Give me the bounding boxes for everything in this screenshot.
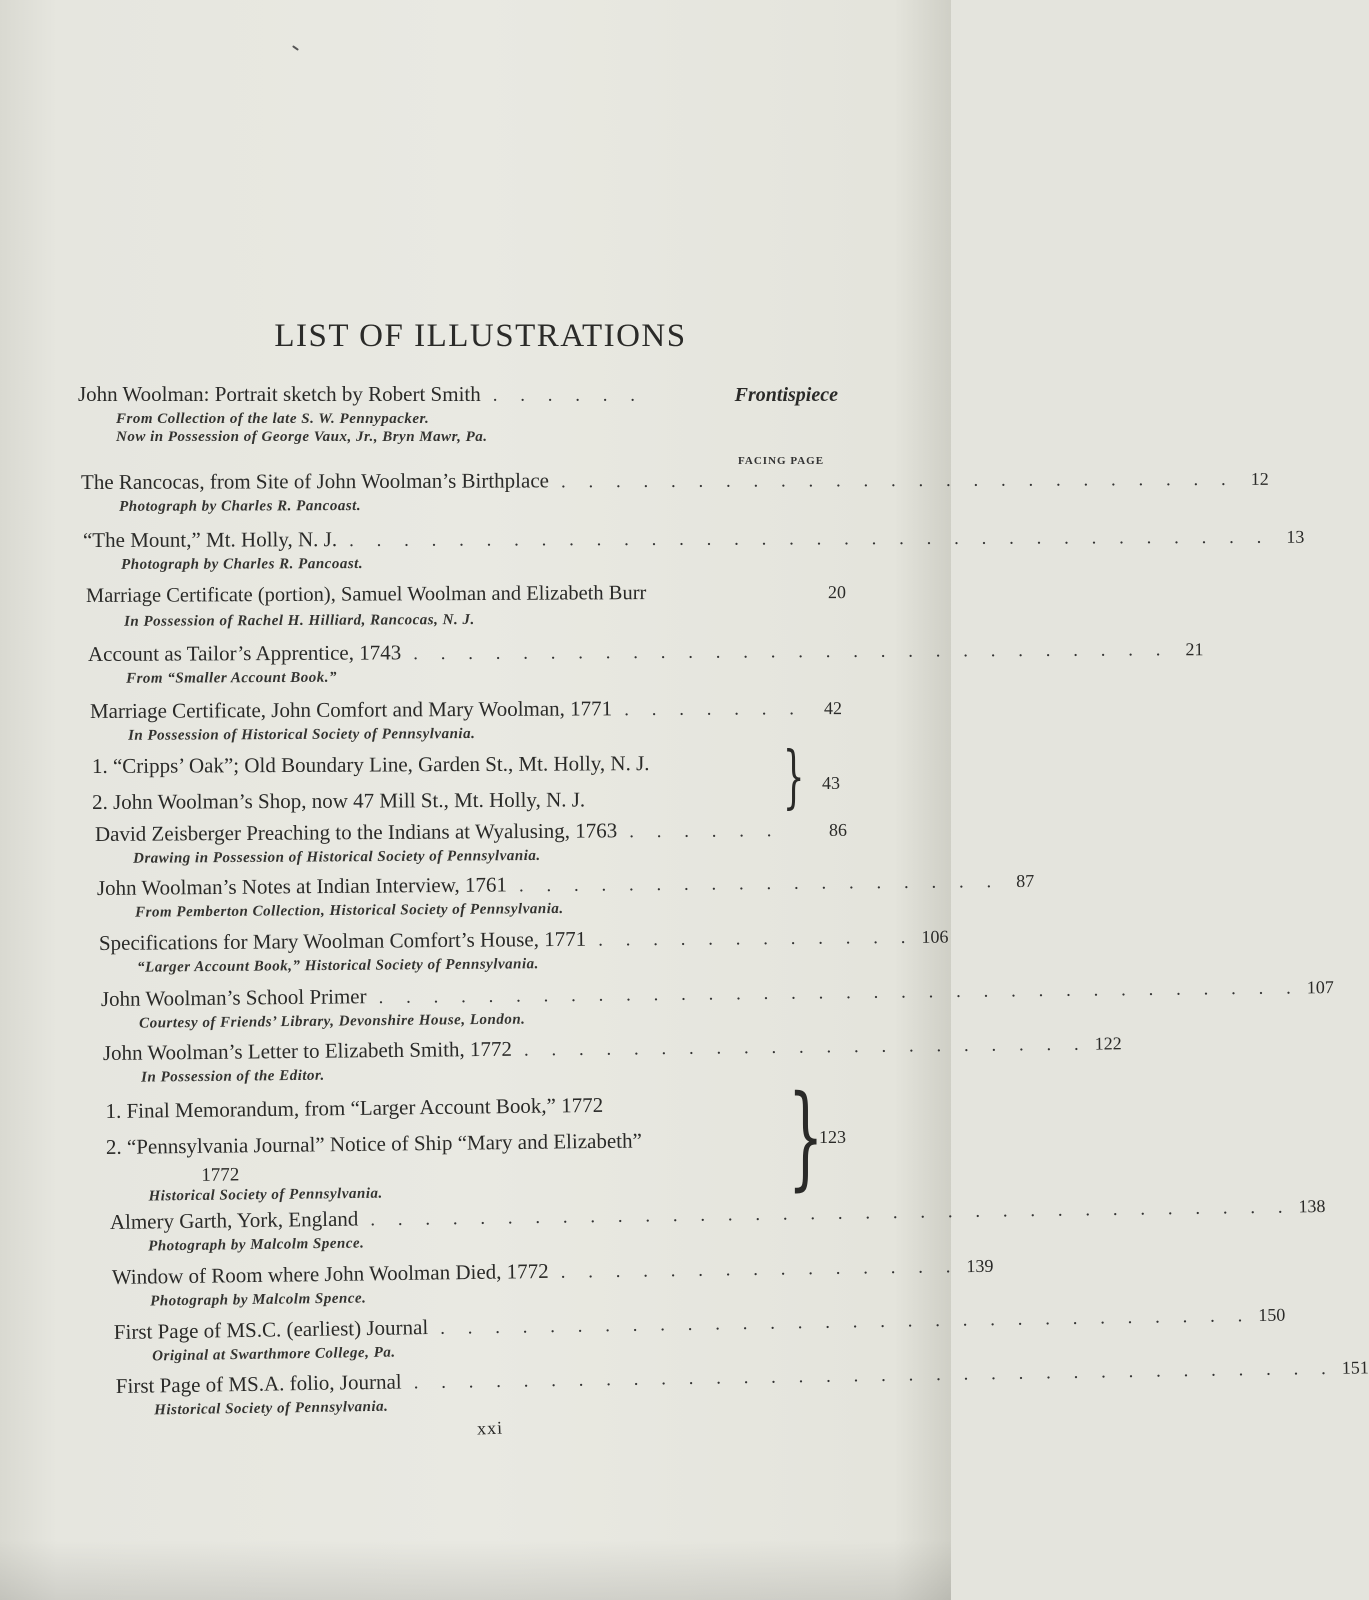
entry-credit: Historical Society of Pennsylvania. [148, 1185, 383, 1205]
list-item [111, 1255, 994, 1311]
entry-title: First Page of MS.A. folio, Journal [115, 1369, 402, 1398]
leader-dots: . . . . . . . . . . . . . . . . . . . . . . . . . . . . . . . . . . [413, 1357, 1335, 1394]
brace-icon: } [782, 738, 805, 817]
entry-title: David Zeisberger Preaching to the Indians at Wyalusing, 1763 [94, 818, 618, 846]
group-line: 1772 [201, 1164, 240, 1186]
group-line: 1. “Cripps’ Oak”; Old Boundary Line, Garden St., Mt. Holly, N. J. [91, 751, 650, 779]
entry-page: 12 [1250, 468, 1269, 489]
entry-title: The Rancocas, from Site of John Woolman’s Birthplace [80, 468, 550, 494]
leader-dots: . . . . . . . . . . . . . . . . . . . . . . . . . . . . . . . . . . [349, 526, 1271, 552]
entry-title: John Woolman’s Letter to Elizabeth Smith, 1772 [102, 1036, 513, 1065]
leader-dots: . . . . . . . . . . . . . . . . . . [518, 871, 1001, 897]
group-line: 2. John Woolman’s Shop, now 47 Mill St., Mt. Holly, N. J. [92, 787, 586, 814]
entry-title: Account as Tailor’s Apprentice, 1743 [87, 640, 402, 666]
entry-credit: In Possession of the Editor. [141, 1067, 325, 1086]
entry-credit: In Possession of Rachel H. Hilliard, Rancocas, N. J. [124, 611, 475, 630]
leader-dots: . . . . . . . . . . . . . . . . . . . . . [523, 1033, 1088, 1061]
list-item [82, 525, 1305, 574]
entry-credit: Historical Society of Pennsylvania. [154, 1398, 389, 1419]
entry-page: Frontispiece [734, 384, 838, 406]
list-item [90, 695, 842, 745]
list-item-group [92, 744, 782, 820]
entry-credit: Photograph by Malcolm Spence. [150, 1290, 367, 1310]
entry-credit: From “Smaller Account Book.” [126, 669, 338, 687]
leader-dots: . . . . . . . . . . . . . . . . . . . . . . . . . [560, 468, 1235, 493]
list-item [115, 1357, 1369, 1420]
entry-credit: Drawing in Possession of Historical Society of Pennsylvania. [133, 847, 541, 867]
list-item [96, 869, 1035, 922]
entry-page: 21 [1185, 639, 1204, 660]
list-item [100, 977, 1334, 1033]
entry-page: 138 [1298, 1196, 1326, 1217]
entry-title: John Woolman: Portrait sketch by Robert Smith [78, 382, 481, 406]
entry-credit: In Possession of Historical Society of Pennsylvania. [128, 725, 476, 744]
entry-page: 150 [1258, 1304, 1286, 1326]
brace-icon: } [787, 1072, 824, 1202]
list-item [109, 1196, 1326, 1256]
entry-credit: “Larger Account Book,” Historical Society of Pennsylvania. [137, 956, 539, 976]
list-item [86, 581, 846, 631]
entry-page: 13 [1286, 526, 1305, 547]
list-item [80, 467, 1269, 516]
leader-dots: . . . . . . . [624, 698, 803, 721]
leader-dots: . . . . . . . . . . . . [598, 926, 915, 951]
list-item [78, 382, 838, 446]
entry-page: 122 [1094, 1033, 1122, 1054]
entry-credit: Photograph by Charles R. Pancoast. [121, 556, 364, 573]
leader-dots: . . . . . . [492, 385, 644, 406]
leader-dots: . . . . . . . . . . . . . . . . . . . . . . . . . . . . . . . . . . [378, 977, 1300, 1009]
entry-title: First Page of MS.C. (earliest) Journal [113, 1315, 429, 1344]
entry-page: 107 [1306, 977, 1334, 998]
leader-dots: . . . . . . . . . . . . . . . . . . . . . . . . . . . . . . . . . . [370, 1196, 1292, 1231]
entry-credit: From Pemberton Collection, Historical Society of Pennsylvania. [135, 900, 564, 921]
entry-title: John Woolman’s School Primer [100, 984, 367, 1011]
entry-credit: Courtesy of Friends’ Library, Devonshire House, London. [139, 1011, 526, 1032]
entry-title: Marriage Certificate, John Comfort and Mary Woolman, 1771 [89, 696, 613, 723]
entry-page: 123 [819, 1127, 846, 1147]
list-item [102, 1033, 1122, 1087]
leader-dots: . . . . . . . . . . . . . . . . . . . . . . . . . . . . [413, 639, 1170, 665]
page-title: LIST OF ILLUSTRATIONS [274, 318, 687, 354]
entry-page: 106 [921, 926, 949, 947]
group-line: 2. “Pennsylvania Journal” Notice of Ship “Mary and Elizabeth” [105, 1128, 642, 1159]
entry-page: 87 [1016, 870, 1035, 891]
entry-title: Specifications for Mary Woolman Comfort’s House, 1771 [98, 926, 587, 955]
entry-credit: Photograph by Charles R. Pancoast. [119, 498, 362, 515]
entry-page: 151 [1341, 1357, 1369, 1378]
entry-page: 20 [827, 582, 846, 603]
list-item [87, 638, 1204, 688]
leader-dots: . . . . . . . . . . . . . . . . . . . . . . . . . . . . . . [440, 1305, 1252, 1339]
leader-dots [646, 598, 812, 599]
leader-dots: . . . . . . [629, 820, 781, 843]
list-item [98, 924, 949, 977]
entry-title: Almery Garth, York, England [109, 1206, 359, 1234]
entry-page: 139 [966, 1255, 994, 1277]
leader-dots: . . . . . . . . . . . . . . . [560, 1256, 960, 1283]
list-item [113, 1304, 1286, 1366]
entry-title: Marriage Certificate (portion), Samuel Woolman and Elizabeth Burr [85, 582, 647, 607]
list-item-group [105, 1085, 796, 1206]
entry-title: Window of Room where John Woolman Died, 1772 [111, 1258, 549, 1289]
page-number: xxi [476, 1417, 504, 1439]
entry-title: “The Mount,” Mt. Holly, N. J. [82, 527, 338, 552]
entry-credit: Original at Swarthmore College, Pa. [152, 1344, 396, 1365]
list-item [95, 817, 847, 868]
facing-page-header: FACING PAGE [738, 455, 825, 467]
entry-page: 43 [822, 773, 840, 793]
entry-page: 86 [828, 819, 847, 840]
entry-credit: From Collection of the late S. W. Pennypacker. [116, 411, 430, 427]
entry-credit: Photograph by Malcolm Spence. [148, 1235, 365, 1255]
group-line: 1. Final Memorandum, from “Larger Account Book,” 1772 [105, 1092, 604, 1124]
entry-title: John Woolman’s Notes at Indian Interview, 1761 [96, 872, 508, 900]
entry-page: 42 [823, 698, 842, 719]
entry-credit: Now in Possession of George Vaux, Jr., Bryn Mawr, Pa. [116, 429, 488, 445]
